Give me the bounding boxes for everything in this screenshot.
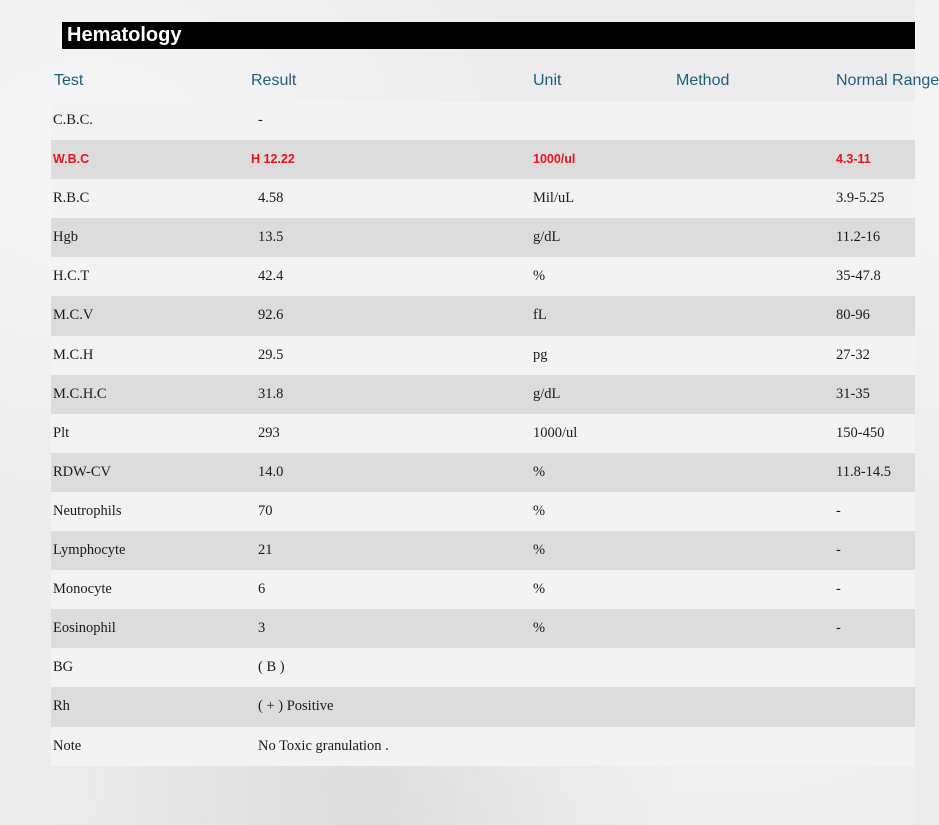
cell-range: 35-47.8 bbox=[836, 268, 881, 285]
cell-unit: % bbox=[533, 502, 546, 519]
cell-test: BG bbox=[53, 659, 74, 676]
cell-range: 80-96 bbox=[836, 307, 870, 324]
header-unit: Unit bbox=[533, 72, 562, 89]
cell-unit: % bbox=[533, 268, 546, 285]
table-row bbox=[51, 375, 915, 414]
cell-unit: pg bbox=[533, 346, 548, 363]
table-row bbox=[51, 570, 915, 609]
table-row bbox=[51, 336, 915, 375]
cell-result: ( B ) bbox=[258, 659, 285, 676]
cell-unit: g/dL bbox=[533, 385, 561, 402]
cell-range: - bbox=[836, 502, 841, 519]
table-row bbox=[51, 296, 915, 335]
cell-test: Lymphocyte bbox=[53, 542, 126, 559]
table-row bbox=[51, 179, 915, 218]
cell-test: Hgb bbox=[53, 229, 78, 246]
cell-result: 21 bbox=[258, 542, 273, 559]
cell-test: W.B.C bbox=[53, 152, 90, 167]
cell-range: 11.2-16 bbox=[836, 229, 881, 246]
section-title: Hematology bbox=[62, 22, 915, 49]
cell-result: 92.6 bbox=[258, 307, 284, 324]
cell-test: Eosinophil bbox=[53, 620, 116, 637]
cell-unit: % bbox=[533, 620, 546, 637]
cell-range: - bbox=[836, 542, 841, 559]
cell-result: No Toxic granulation . bbox=[258, 737, 389, 754]
cell-range: 3.9-5.25 bbox=[836, 190, 885, 207]
cell-unit: fL bbox=[533, 307, 547, 324]
table-row-flagged bbox=[51, 140, 915, 179]
cell-result: 13.5 bbox=[258, 229, 284, 246]
cell-test: H.C.T bbox=[53, 268, 90, 285]
cell-unit: Mil/uL bbox=[533, 190, 575, 207]
cell-test: Note bbox=[53, 737, 82, 754]
cell-result: 29.5 bbox=[258, 346, 284, 363]
hematology-table bbox=[51, 62, 939, 766]
cell-test: Neutrophils bbox=[53, 502, 122, 519]
cell-test: M.C.H.C bbox=[53, 385, 107, 402]
cell-result: 3 bbox=[258, 620, 266, 637]
table-row bbox=[51, 609, 915, 648]
cell-test: Monocyte bbox=[53, 581, 112, 598]
cell-result: 70 bbox=[258, 502, 273, 519]
cell-unit: % bbox=[533, 581, 546, 598]
header-result: Result bbox=[251, 72, 297, 89]
cell-result: H 12.22 bbox=[251, 152, 295, 167]
cell-result: 14.0 bbox=[258, 463, 284, 480]
cell-result: 6 bbox=[258, 581, 266, 598]
header-test: Test bbox=[54, 72, 84, 89]
table-row bbox=[51, 101, 915, 140]
table-row bbox=[51, 218, 915, 257]
cell-range: 27-32 bbox=[836, 346, 870, 363]
header-method: Method bbox=[676, 72, 730, 89]
cell-result: 42.4 bbox=[258, 268, 284, 285]
table-row bbox=[51, 648, 915, 687]
cell-unit: % bbox=[533, 463, 546, 480]
cell-result: - bbox=[258, 112, 263, 128]
cell-range: - bbox=[836, 620, 841, 637]
cell-range: 11.8-14.5 bbox=[836, 463, 892, 480]
table-row bbox=[51, 531, 915, 570]
cell-range: 31-35 bbox=[836, 385, 870, 402]
table-row bbox=[51, 414, 915, 453]
table-row bbox=[51, 257, 915, 296]
cell-test: C.B.C. bbox=[53, 112, 93, 128]
table-row bbox=[51, 687, 915, 726]
cell-range: 4.3-11 bbox=[836, 152, 871, 167]
cell-test: M.C.V bbox=[53, 307, 94, 324]
cell-test: R.B.C bbox=[53, 190, 90, 207]
header-normal-range: Normal Range bbox=[836, 72, 939, 89]
table-header bbox=[51, 62, 939, 101]
cell-test: Plt bbox=[53, 424, 70, 441]
cell-unit: g/dL bbox=[533, 229, 561, 246]
cell-range: 150-450 bbox=[836, 424, 885, 441]
table-row bbox=[51, 453, 915, 492]
cell-result: 31.8 bbox=[258, 385, 284, 402]
table-row bbox=[51, 727, 915, 766]
cell-unit: 1000/ul bbox=[533, 152, 576, 167]
cell-result: 4.58 bbox=[258, 190, 284, 207]
cell-test: M.C.H bbox=[53, 346, 94, 363]
cell-result: 293 bbox=[258, 424, 280, 441]
cell-unit: % bbox=[533, 542, 546, 559]
table-row bbox=[51, 492, 915, 531]
cell-result: ( + ) Positive bbox=[258, 698, 334, 715]
cell-test: RDW-CV bbox=[53, 463, 111, 480]
cell-test: Rh bbox=[53, 698, 70, 715]
cell-range: - bbox=[836, 581, 841, 598]
cell-unit: 1000/ul bbox=[533, 424, 578, 441]
